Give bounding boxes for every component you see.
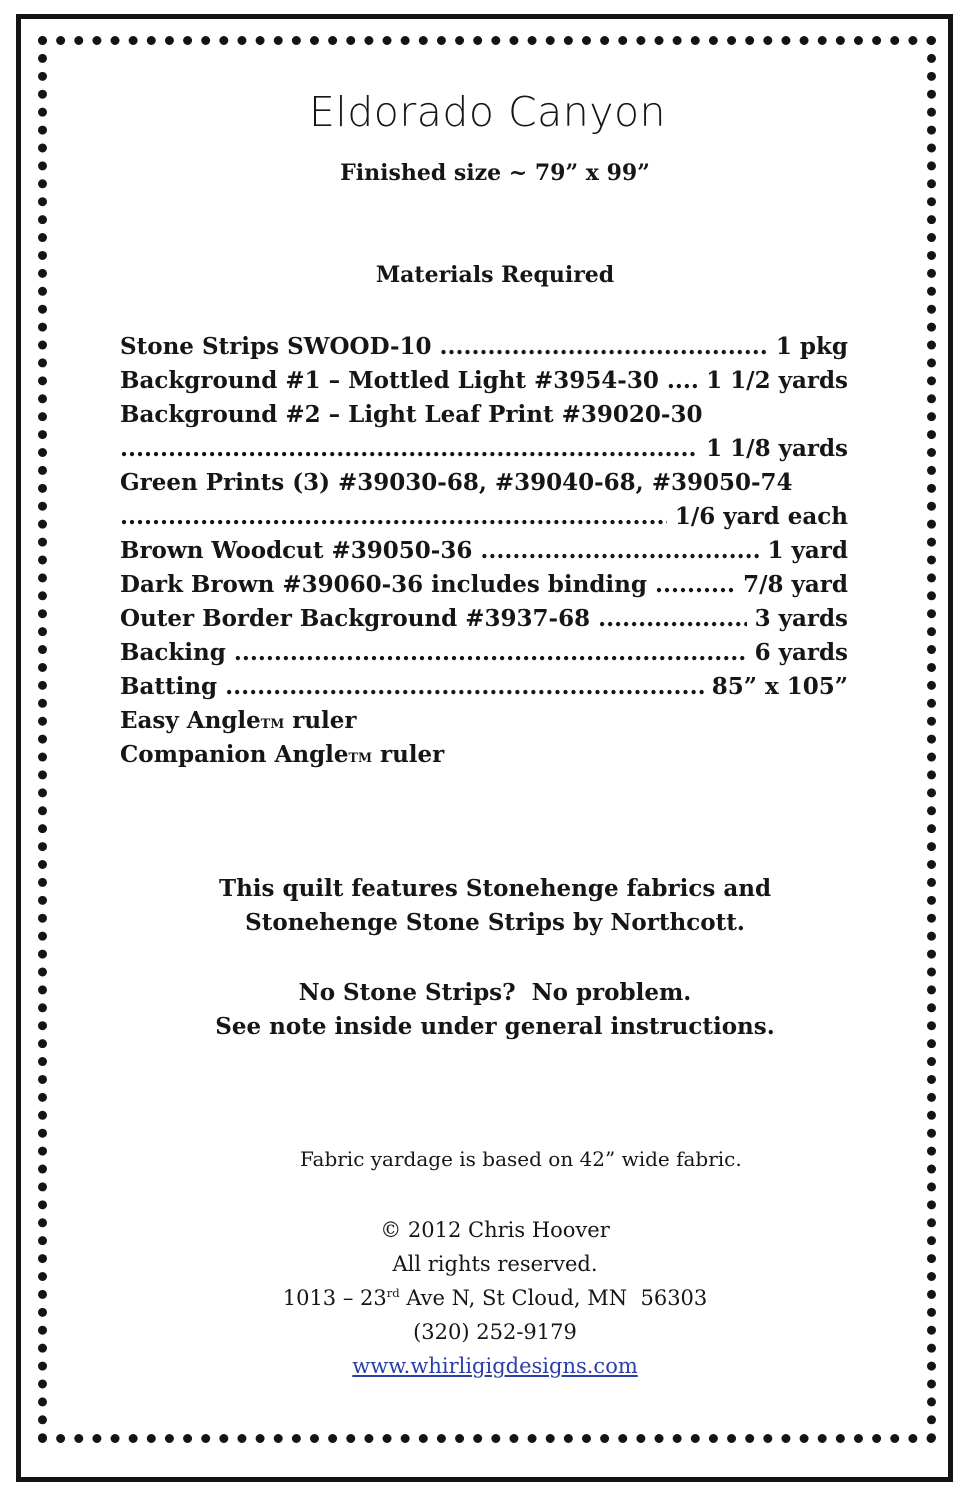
material-amount: 1 pkg xyxy=(775,333,848,360)
material-amount: 6 yards xyxy=(754,639,848,666)
material-item xyxy=(120,364,848,398)
material-name: Backing xyxy=(120,639,226,666)
material-name: Outer Border Background #3937-68 xyxy=(120,605,591,632)
dot-leader xyxy=(440,330,768,364)
ruler-name: Easy Angle xyxy=(120,707,261,734)
material-item xyxy=(120,534,848,568)
material-amount: 7/8 yard xyxy=(743,571,848,598)
dot-leader xyxy=(598,602,746,636)
dot-leader xyxy=(667,364,698,398)
material-item xyxy=(120,568,848,602)
contact-footer xyxy=(0,1213,975,1383)
material-amount: 1 1/2 yards xyxy=(706,367,848,394)
dot-leader xyxy=(480,534,759,568)
material-name: Batting xyxy=(120,673,218,700)
dot-leader xyxy=(120,432,698,466)
material-name: Stone Strips SWOOD-10 xyxy=(120,333,432,360)
material-amount: 1 yard xyxy=(767,537,848,564)
website-link[interactable]: www.whirligigdesigns.com xyxy=(352,1354,638,1378)
address-rest: Ave N, St Cloud, MN 56303 xyxy=(399,1286,708,1310)
ruler-name: Companion Angle xyxy=(120,741,349,768)
dot-leader xyxy=(120,500,667,534)
material-amount: 85” x 105” xyxy=(711,673,848,700)
feature-line: This quilt features Stonehenge fabrics and xyxy=(218,875,772,902)
finished-size: Finished size ~ 79” x 99” xyxy=(340,160,650,186)
material-amount: 1/6 yard each xyxy=(674,503,848,530)
materials-list xyxy=(120,330,848,772)
material-amount: 1 1/8 yards xyxy=(706,435,848,462)
phone-line: (320) 252-9179 xyxy=(413,1320,577,1344)
material-amount: 3 yards xyxy=(754,605,848,632)
pattern-title: Eldorado Canyon xyxy=(308,88,667,136)
ruler-item: Easy Angle TM ruler xyxy=(120,704,848,738)
fabric-feature-note xyxy=(0,872,975,940)
materials-heading: Materials Required xyxy=(375,262,615,288)
dot-leader xyxy=(655,568,735,602)
material-item xyxy=(120,670,848,704)
material-item xyxy=(120,330,848,364)
ruler-suffix: ruler xyxy=(284,707,357,734)
dot-leader xyxy=(234,636,747,670)
address-line xyxy=(0,1281,975,1315)
material-item xyxy=(120,398,848,432)
material-item-continuation xyxy=(120,432,848,466)
material-name: Background #2 – Light Leaf Print #39020-30 xyxy=(120,401,703,428)
material-item xyxy=(120,466,848,500)
dot-leader xyxy=(225,670,704,704)
material-item xyxy=(120,602,848,636)
address-start: 1013 – 23 xyxy=(282,1286,387,1310)
rights-line: All rights reserved. xyxy=(392,1252,598,1276)
note-line: See note inside under general instructions. xyxy=(215,1013,775,1040)
copyright-line: © 2012 Chris Hoover xyxy=(380,1218,610,1242)
note-line: No Stone Strips? No problem. xyxy=(298,979,692,1006)
material-item-continuation xyxy=(120,500,848,534)
dotted-border-top xyxy=(38,36,936,45)
ruler-item: Companion Angle TM ruler xyxy=(120,738,848,772)
ruler-suffix: ruler xyxy=(371,741,445,768)
material-name: Dark Brown #39060-36 includes binding xyxy=(120,571,647,598)
yardage-note: Fabric yardage is based on 42” wide fabric. xyxy=(300,1147,742,1171)
feature-line: Stonehenge Stone Strips by Northcott. xyxy=(245,909,745,936)
material-item xyxy=(120,636,848,670)
address-ordinal: rd xyxy=(386,1285,400,1300)
stone-strips-note xyxy=(0,976,975,1044)
dotted-border-bottom xyxy=(38,1434,936,1443)
material-name: Background #1 – Mottled Light #3954-30 xyxy=(120,367,659,394)
material-name: Brown Woodcut #39050-36 xyxy=(120,537,473,564)
material-name: Green Prints (3) #39030-68, #39040-68, #39050-74 xyxy=(120,469,793,496)
